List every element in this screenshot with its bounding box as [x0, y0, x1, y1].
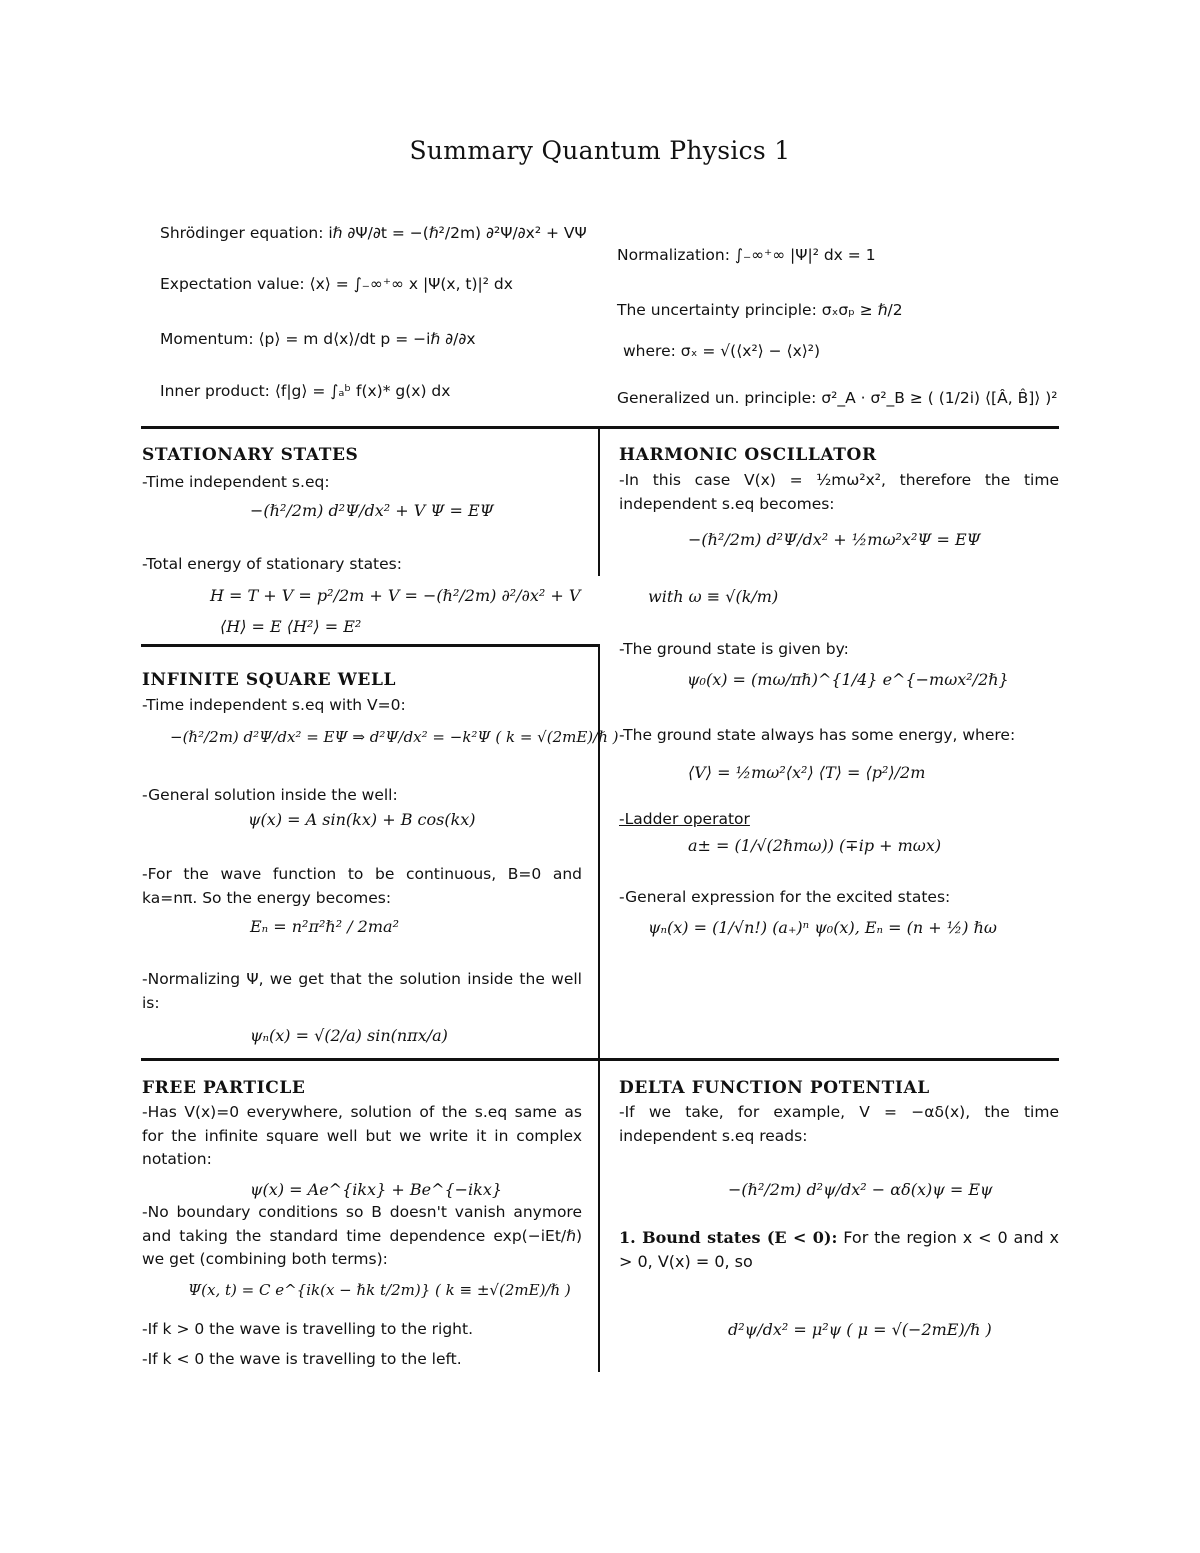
top-rule: [141, 426, 1059, 429]
harmonic-eq3: ψ₀(x) = (mω/πℏ)^{1/4} e^{−mωx²/2ℏ}: [687, 670, 1009, 689]
middle-rule: [141, 1058, 1059, 1061]
delta-para1: -If we take, for example, V = −αδ(x), the time independent s.eq reads:: [619, 1103, 1059, 1145]
normalization: Normalization: ∫₋∞⁺∞ |Ψ|² dx = 1: [617, 246, 876, 264]
uncertainty-where: where: σₓ = √(⟨x²⟩ − ⟨x⟩²): [623, 342, 821, 360]
infinite-well-eq2: ψ(x) = A sin(kx) + B cos(kx): [248, 810, 476, 829]
stationary-line2: -Total energy of stationary states:: [142, 555, 402, 573]
delta-eq2: d²ψ/dx² = μ²ψ ( μ = √(−2mE)/ℏ ): [728, 1320, 992, 1339]
free-particle-heading: FREE PARTICLE: [142, 1078, 306, 1098]
delta-bound-states: [619, 1226, 1059, 1273]
free-particle-eq2: Ψ(x, t) = C e^{ik(x − ℏk t/2m)} ( k ≡ ±√(2mE)/ℏ ): [188, 1281, 571, 1299]
harmonic-line5: -General expression for the excited states:: [619, 888, 951, 906]
column-divider-3: [598, 1060, 600, 1372]
delta-eq1: −(ℏ²/2m) d²ψ/dx² − αδ(x)ψ = Eψ: [728, 1180, 993, 1199]
infinite-well-line2: -General solution inside the well:: [142, 786, 398, 804]
harmonic-heading: HARMONIC OSCILLATOR: [619, 445, 877, 465]
column-divider-2: [598, 644, 600, 1060]
infinite-well-eq4: ψₙ(x) = √(2/a) sin(nπx/a): [250, 1026, 448, 1045]
harmonic-eq5: a± = (1/√(2ℏmω)) (∓ip + mωx): [688, 836, 942, 855]
harmonic-eq6: ψₙ(x) = (1/√n!) (a₊)ⁿ ψ₀(x), Eₙ = (n + ½) ℏω: [648, 918, 997, 937]
free-particle-line4: -If k < 0 the wave is travelling to the left.: [142, 1350, 462, 1368]
harmonic-eq4: ⟨V⟩ = ½mω²⟨x²⟩ ⟨T⟩ = ⟨p²⟩/2m: [688, 763, 926, 782]
infinite-well-eq1: −(ℏ²/2m) d²Ψ/dx² = EΨ ⇒ d²Ψ/dx² = −k²Ψ ( k = √(2mE)/ℏ ): [170, 728, 619, 746]
free-particle-para2: -No boundary conditions so B doesn't vanish anymore and taking the standard time dependence exp(−iEt/ℏ) we get (combining both terms):: [142, 1203, 582, 1268]
uncertainty-principle: The uncertainty principle: σₓσₚ ≥ ℏ/2: [617, 301, 903, 319]
harmonic-para1: -In this case V(x) = ½mω²x², therefore the time independent s.eq becomes:: [619, 471, 1059, 513]
harmonic-line3: -The ground state always has some energy, where:: [619, 726, 1016, 744]
document-title: Summary Quantum Physics 1: [409, 136, 791, 165]
bound-states-text: For the region x < 0 and x > 0, V(x) = 0, so: [619, 1228, 1060, 1271]
schrodinger-equation: Shrödinger equation: iℏ ∂Ψ/∂t = −(ℏ²/2m) ∂²Ψ/∂x² + VΨ: [160, 224, 587, 242]
left-section-rule: [141, 644, 599, 647]
delta-heading: DELTA FUNCTION POTENTIAL: [619, 1078, 930, 1098]
stationary-eq2: H = T + V = p²/2m + V = −(ℏ²/2m) ∂²/∂x² + V: [210, 586, 581, 605]
infinite-well-line1: -Time independent s.eq with V=0:: [142, 696, 406, 714]
inner-product: Inner product: ⟨f|g⟩ = ∫ₐᵇ f(x)* g(x) dx: [160, 382, 451, 400]
stationary-heading: STATIONARY STATES: [142, 445, 359, 465]
infinite-well-para2: -Normalizing Ψ, we get that the solution inside the well is:: [142, 970, 582, 1012]
harmonic-line2: -The ground state is given by:: [619, 640, 849, 658]
free-particle-line3: -If k > 0 the wave is travelling to the right.: [142, 1320, 474, 1338]
stationary-eq3: ⟨H⟩ = E ⟨H²⟩ = E²: [220, 617, 362, 636]
momentum-formula: Momentum: ⟨p⟩ = m d⟨x⟩/dt p = −iℏ ∂/∂x: [160, 330, 476, 348]
bound-states-label: 1. Bound states (E < 0):: [619, 1228, 838, 1247]
generalized-uncertainty: Generalized un. principle: σ²_A · σ²_B ≥ ( (1/2i) ⟨[Â, B̂]⟩ )²: [617, 389, 1058, 407]
free-particle-para1: -Has V(x)=0 everywhere, solution of the s.eq same as for the infinite square well but we write it in complex notation:: [142, 1103, 582, 1168]
infinite-well-eq3: Eₙ = n²π²ℏ² / 2ma²: [250, 917, 399, 936]
stationary-line1: -Time independent s.eq:: [142, 473, 330, 491]
expectation-value: Expectation value: ⟨x⟩ = ∫₋∞⁺∞ x |Ψ(x, t)|² dx: [160, 275, 513, 293]
harmonic-eq1: −(ℏ²/2m) d²Ψ/dx² + ½mω²x²Ψ = EΨ: [688, 530, 981, 549]
infinite-well-heading: INFINITE SQUARE WELL: [142, 670, 397, 690]
free-particle-eq1: ψ(x) = Ae^{ikx} + Be^{−ikx}: [250, 1180, 503, 1199]
stationary-eq1: −(ℏ²/2m) d²Ψ/dx² + V Ψ = EΨ: [250, 501, 494, 520]
harmonic-line4: -Ladder operator: [619, 810, 750, 828]
harmonic-eq2: with ω ≡ √(k/m): [648, 587, 779, 606]
infinite-well-para1: -For the wave function to be continuous, B=0 and ka=nπ. So the energy becomes:: [142, 865, 582, 907]
column-divider-1: [598, 426, 600, 576]
